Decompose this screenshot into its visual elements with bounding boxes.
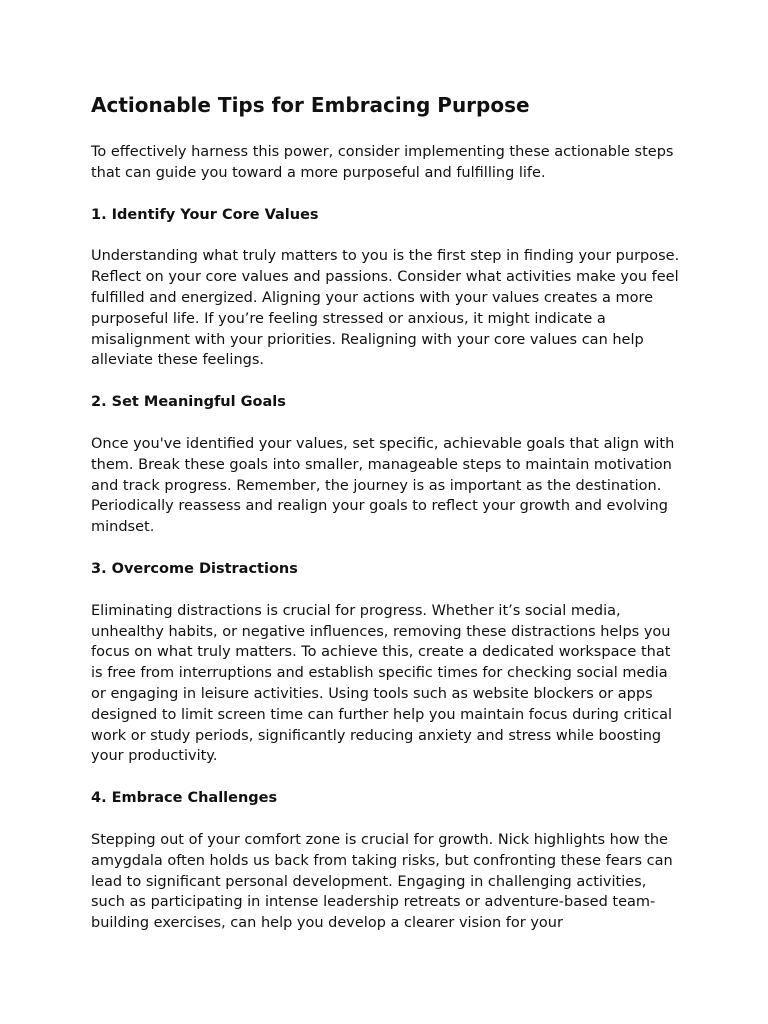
section-heading-embrace-challenges: 4. Embrace Challenges bbox=[91, 790, 278, 807]
section-heading-overcome-distractions: 3. Overcome Distractions bbox=[91, 560, 298, 577]
section-body-overcome-distractions: Eliminating distractions is crucial for progress. Whether it’s social media, unhealthy habits, or negative influences, removing these distractions helps you focus on what truly matters. To achieve this, create a dedicated workspace that is free from interruptions and establish specific times for checking social media or engaging in leisure activities. Using tools such as website blockers or apps designed to limit screen time can further help you maintain focus during critical work or study periods, significantly reducing anxiety and stress while boosting your productivity. bbox=[91, 602, 673, 765]
section-heading-core-values: 1. Identify Your Core Values bbox=[91, 206, 319, 223]
section-body-core-values: Understanding what truly matters to you is the first step in finding your purpose. Reflect on your core values and passions. Consider what activities make you feel fulfilled and energized. Aligning your actions with your values creates a more purposeful life. If you’re feeling stressed or anxious, it might indicate a misalignment with your priorities. Realigning with your core values can help alleviate these feelings. bbox=[91, 248, 680, 369]
page-title: Actionable Tips for Embracing Purpose bbox=[91, 93, 530, 117]
document-page bbox=[91, 90, 681, 955]
intro-paragraph: To effectively harness this power, consider implementing these actionable steps that can guide you toward a more purposeful and fulfilling life. bbox=[91, 144, 674, 181]
section-heading-meaningful-goals: 2. Set Meaningful Goals bbox=[91, 394, 286, 411]
section-body-embrace-challenges: Stepping out of your comfort zone is crucial for growth. Nick highlights how the amygdala often holds us back from taking risks, but confronting these fears can lead to significant personal development. Engaging in challenging activities, such as participating in intense leadership retreats or adventure-based team-building exercises, can help you develop a clearer vision for your bbox=[91, 831, 673, 932]
section-body-meaningful-goals: Once you've identified your values, set specific, achievable goals that align with them. Break these goals into smaller, manageable steps to maintain motivation and track progress. Remember, the journey is as important as the destination. Periodically reassess and realign your goals to reflect your growth and evolving mindset. bbox=[91, 435, 675, 536]
